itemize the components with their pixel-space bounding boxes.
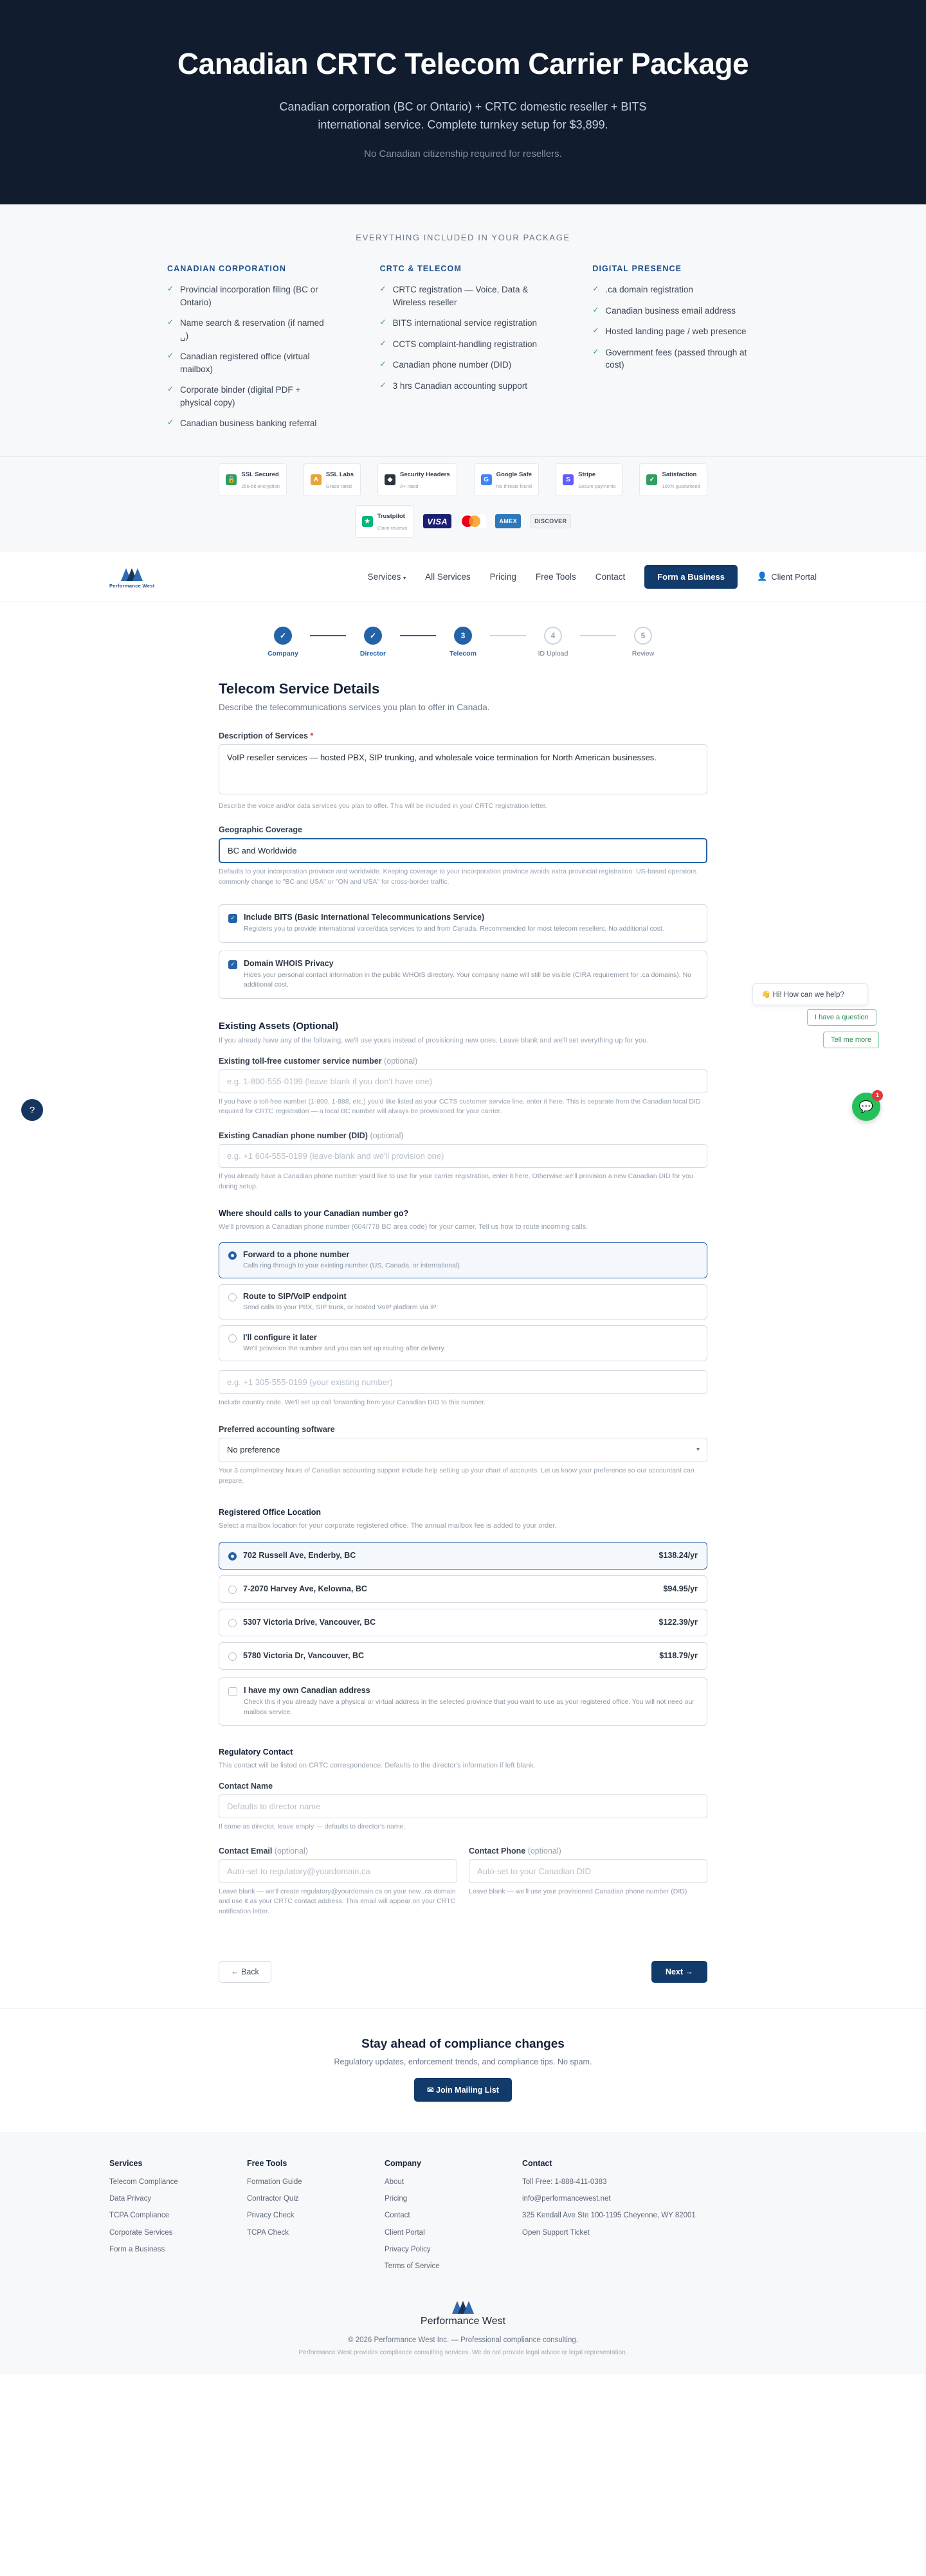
bits-checkbox-card[interactable]	[219, 904, 707, 943]
step-label: ID Upload	[538, 649, 568, 657]
check-icon: ✓	[167, 351, 174, 361]
footer-link[interactable]: Formation Guide	[247, 2178, 302, 2186]
section-title: Telecom Service Details	[219, 680, 380, 697]
field-label: Contact Phone (optional)	[469, 1846, 561, 1856]
accounting-software-select[interactable]	[219, 1438, 707, 1462]
back-button[interactable]: ← Back	[219, 1961, 271, 1983]
chevron-down-icon: ▾	[696, 1445, 700, 1453]
brand-name: Performance West	[109, 583, 155, 589]
field-label: Contact Name	[219, 1781, 273, 1791]
forward-number-input[interactable]	[219, 1370, 707, 1394]
hero-note: No Canadian citizenship required for resellers.	[364, 148, 562, 159]
page-title: Canadian CRTC Telecom Carrier Package	[177, 47, 749, 80]
list-item: ✓ Canadian business email address	[592, 305, 736, 316]
mastercard-icon	[460, 514, 486, 528]
office-address: 7-2070 Harvey Ave, Kelowna, BC	[243, 1584, 367, 1594]
radio-icon[interactable]	[228, 1334, 237, 1343]
step-marker: 5	[634, 627, 652, 645]
ssl-labs-icon: A	[311, 474, 322, 485]
checkbox-desc: Registers you to provide international voice/data services to and from Canada. Recommended for most telecom resellers. No additional cost.	[244, 924, 664, 933]
description-of-services-field	[219, 731, 707, 812]
check-icon: ✓	[167, 318, 174, 327]
form-actions	[219, 1961, 707, 1983]
step-label: Review	[631, 649, 655, 657]
field-label: Description of Services *	[219, 731, 314, 740]
office-price: $94.95/yr	[663, 1584, 698, 1594]
contact-email-phone-row	[219, 1847, 707, 1931]
check-icon: ✓	[379, 380, 386, 389]
field-hint: Leave blank — we'll use your provisioned Canadian phone number (DID).	[469, 1887, 689, 1895]
chevron-down-icon: ▾	[403, 575, 406, 581]
existing-assets-heading: Existing Assets (Optional)	[219, 1021, 339, 1032]
list-item: ✓ Corporate binder (digital PDF + physical copy)	[167, 384, 301, 407]
contact-name-input[interactable]	[219, 1794, 707, 1818]
office-address: 5307 Victoria Drive, Vancouver, BC	[243, 1618, 376, 1627]
footer-phone: Toll Free: 1-888-411-0383	[522, 2178, 607, 2186]
checkbox-desc: Hides your personal contact information in the public WHOIS directory. Your company name will still be visible (CIRA requirement for .ca domains). No additional cost.	[244, 970, 692, 989]
office-price: $138.24/yr	[658, 1551, 698, 1561]
site-footer	[0, 2133, 926, 2375]
list-item: ✓ Provincial incorporation filing (BC or Ontario)	[167, 283, 318, 307]
footer-link[interactable]: About	[385, 2178, 404, 2186]
step-marker: ✓	[274, 627, 292, 645]
footer-link[interactable]: Privacy Check	[247, 2212, 295, 2220]
unread-badge: 1	[872, 1090, 883, 1101]
footer-email[interactable]: info@performancewest.net	[522, 2195, 611, 2203]
wave-icon: 👋	[761, 991, 771, 999]
footer-support-ticket-link[interactable]: Open Support Ticket	[522, 2228, 590, 2237]
step-connector	[310, 635, 346, 636]
check-icon: ✓	[592, 283, 599, 293]
step-director[interactable]	[346, 627, 400, 657]
list-item: ✓ Canadian registered office (virtual mailbox)	[167, 351, 310, 374]
geographic-coverage-input[interactable]	[219, 838, 707, 863]
geographic-coverage-field	[219, 825, 707, 888]
field-hint: If you have a toll-free number (1-800, 1-888, etc.) you'd like listed as your CCTS customer service line, enter it here. This is separate from the Canadian local DID required for CRTC registration — a local BC number will always be provisioned for your carrier.	[219, 1097, 701, 1116]
check-icon: ✓	[167, 418, 174, 427]
wizard-section	[0, 602, 926, 2008]
radio-icon[interactable]	[228, 1552, 237, 1561]
check-icon: ✓	[646, 474, 657, 485]
user-icon: 👤	[757, 571, 768, 582]
list-item: ✓ Government fees (passed through at cost)	[592, 346, 747, 370]
mailing-title: Stay ahead of compliance changes	[361, 2037, 565, 2051]
footer-brand	[421, 2297, 505, 2327]
trust-badge: G Google Safe No threats found	[474, 463, 539, 496]
nav-item-pricing[interactable]: Pricing	[489, 571, 516, 582]
footer-heading: Free Tools	[247, 2158, 287, 2168]
field-label: Preferred accounting software	[219, 1424, 335, 1434]
description-textarea[interactable]	[219, 744, 707, 794]
checkbox-icon[interactable]: ✓	[228, 914, 237, 923]
field-label: Contact Email (optional)	[219, 1846, 308, 1856]
registered-office-subtitle: Select a mailbox location for your corporate registered office. The annual mailbox fee is added to your order.	[219, 1522, 557, 1530]
list-item: ✓ Hosted landing page / web presence	[592, 326, 747, 337]
registered-office-heading: Registered Office Location	[219, 1508, 322, 1517]
contact-phone-field	[469, 1847, 707, 1917]
copyright-text: © 2026 Performance West Inc. — Professional compliance consulting.	[348, 2336, 578, 2345]
existing-did-input[interactable]	[219, 1144, 707, 1168]
footer-link[interactable]: Contractor Quiz	[247, 2195, 299, 2203]
chat-chip-tell-more[interactable]: Tell me more	[823, 1032, 879, 1048]
regulatory-contact-heading: Regulatory Contact	[219, 1748, 293, 1757]
progress-stepper	[0, 627, 926, 657]
footer-link[interactable]: Contact	[385, 2212, 410, 2220]
required-marker: *	[310, 731, 314, 740]
contact-email-field	[219, 1847, 457, 1917]
footer-link[interactable]: Telecom Compliance	[109, 2178, 178, 2186]
chat-icon: 💬	[858, 1100, 874, 1113]
footer-bottom	[109, 2278, 817, 2356]
radio-icon[interactable]	[228, 1293, 237, 1301]
own-address-checkbox-card[interactable]	[219, 1677, 707, 1726]
check-icon: ✓	[379, 318, 386, 327]
main-navbar	[0, 552, 926, 602]
field-label: Geographic Coverage	[219, 825, 302, 835]
list-item: ✓ Name search & reservation (if named ␣)	[167, 318, 324, 341]
chat-launcher-button[interactable]	[852, 1093, 880, 1121]
includes-column-telecom	[380, 264, 547, 438]
footer-heading: Contact	[522, 2158, 552, 2168]
footer-columns	[109, 2159, 817, 2278]
trustpilot-icon: ★	[362, 516, 373, 527]
section-subtitle: Describe the telecommunications services you plan to offer in Canada.	[219, 702, 490, 712]
mailing-subtitle: Regulatory updates, enforcement trends, and compliance tips. No spam.	[334, 2057, 592, 2066]
column-heading: DIGITAL PRESENCE	[592, 264, 682, 273]
mountain-logo-icon	[452, 2297, 474, 2314]
check-icon: ✓	[592, 305, 599, 314]
mountain-logo-icon	[121, 564, 143, 581]
option-title: Forward to a phone number	[243, 1250, 350, 1260]
footer-heading: Company	[385, 2158, 421, 2168]
google-icon: G	[481, 474, 492, 485]
office-option-kelowna[interactable]	[219, 1575, 707, 1603]
form-a-business-button[interactable]: Form a Business	[644, 565, 738, 589]
nav-links	[368, 565, 817, 589]
field-label: Existing toll-free customer service number (optional)	[219, 1056, 418, 1066]
contact-phone-input[interactable]	[469, 1859, 707, 1883]
field-hint: Leave blank — we'll create regulatory@yourdomain.ca on your new .ca domain and use it as your CRTC contact address. This email will appear on your CRTC notification letter.	[219, 1887, 456, 1916]
check-icon: ✓	[167, 283, 174, 293]
footer-link[interactable]: Corporate Services	[109, 2228, 173, 2237]
step-marker: 3	[454, 627, 472, 645]
trust-badge: 🔒 SSL Secured 256-bit encryption	[219, 463, 287, 496]
trust-badges	[0, 457, 926, 552]
list-item: ✓ Canadian business banking referral	[167, 418, 317, 429]
nav-item-free-tools[interactable]: Free Tools	[535, 571, 576, 582]
list-item: ✓ BITS international service registration	[379, 318, 538, 328]
step-review[interactable]	[616, 627, 670, 657]
step-connector	[400, 635, 436, 636]
footer-link[interactable]: Client Portal	[385, 2228, 425, 2237]
step-label: Telecom	[449, 649, 477, 657]
option-desc: Send calls to your PBX, SIP trunk, or hosted VoIP platform via IP.	[243, 1303, 438, 1311]
footer-link[interactable]: Pricing	[385, 2195, 408, 2203]
includes-column-digital	[592, 264, 759, 438]
step-telecom[interactable]	[436, 627, 490, 657]
option-desc: We'll provision the number and you can set up routing after delivery.	[243, 1345, 446, 1353]
existing-assets-subtitle: If you already have any of the following, we'll use yours instead of provisioning new ones. Leave blank and we'll set everything up for you.	[219, 1037, 649, 1045]
hero-subtitle: Canadian corporation (BC or Ontario) + CRTC domestic reseller + BITS international service. Complete turnkey setup for $3,899.	[279, 100, 647, 132]
join-mailing-list-button[interactable]: ✉ Join Mailing List	[414, 2078, 512, 2102]
field-hint: Defaults to your incorporation province and worldwide. Keeping coverage to your incorporation province avoids extra provincial registration. US-based operators commonly change to "BC and USA" or "ON and USA" for cross-border traffic.	[219, 868, 696, 886]
client-portal-link[interactable]: 👤 Client Portal	[757, 571, 817, 582]
legal-disclaimer: Performance West provides compliance consulting services. We do not provide legal advice or legal representation.	[298, 2349, 628, 2357]
existing-did-field	[219, 1131, 707, 1192]
list-item: ✓ CRTC registration — Voice, Data & Wireless reseller	[379, 283, 529, 307]
footer-link[interactable]: Form a Business	[109, 2245, 165, 2253]
radio-icon[interactable]	[228, 1652, 237, 1661]
chat-greeting-bubble: 👋 Hi! How can we help?	[752, 983, 868, 1005]
checkbox-icon[interactable]	[228, 1687, 237, 1696]
footer-link[interactable]: Privacy Policy	[385, 2245, 431, 2253]
telecom-form	[219, 681, 707, 2008]
footer-heading: Services	[109, 2158, 143, 2168]
contact-email-input[interactable]	[219, 1859, 457, 1883]
field-hint: Your 3 complimentary hours of Canadian accounting support include help setting up your chart of accounts. Let us know your preference so our accountant can prepare.	[219, 1466, 694, 1485]
step-company[interactable]	[256, 627, 310, 657]
field-hint: If same as director, leave empty — defaults to director's name.	[219, 1822, 406, 1830]
tollfree-input[interactable]	[219, 1069, 707, 1093]
nav-item-all-services[interactable]: All Services	[425, 571, 471, 582]
trust-badge: A SSL Labs Grade rated	[304, 463, 361, 496]
routing-option-forward[interactable]	[219, 1242, 707, 1278]
radio-icon[interactable]	[228, 1251, 237, 1260]
footer-address: 325 Kendall Ave Ste 100-1195 Cheyenne, WY 82001	[522, 2212, 696, 2220]
question-mark-icon: ?	[29, 1104, 35, 1116]
brand-logo[interactable]	[109, 564, 155, 589]
office-price: $118.79/yr	[659, 1651, 698, 1661]
field-hint: Include country code. We'll set up call forwarding from your Canadian DID to this number.	[219, 1399, 486, 1407]
trust-badge: S Stripe Secure payments	[556, 463, 622, 496]
step-connector	[580, 635, 616, 636]
help-button[interactable]	[21, 1099, 43, 1121]
column-heading: CANADIAN CORPORATION	[167, 264, 286, 273]
footer-link[interactable]: TCPA Check	[247, 2228, 289, 2237]
field-hint: If you already have a Canadian phone number you'd like to use for your carrier registration, enter it here. Otherwise we'll provision a new Canadian DID for you during setup.	[219, 1172, 693, 1190]
accounting-software-field	[219, 1425, 707, 1487]
amex-icon: AMEX	[495, 514, 521, 528]
radio-icon[interactable]	[228, 1586, 237, 1594]
checkbox-title: Domain WHOIS Privacy	[244, 958, 334, 968]
office-address: 702 Russell Ave, Enderby, BC	[243, 1551, 356, 1561]
tollfree-field	[219, 1057, 707, 1118]
step-id-upload[interactable]	[526, 627, 580, 657]
office-option-enderby[interactable]	[219, 1542, 707, 1570]
includes-eyebrow: EVERYTHING INCLUDED IN YOUR PACKAGE	[356, 232, 570, 242]
check-icon: ✓	[167, 384, 174, 394]
check-icon: ✓	[379, 338, 386, 348]
step-label: Company	[268, 649, 298, 657]
stripe-icon: S	[563, 474, 574, 485]
routing-subtitle: We'll provision a Canadian phone number (604/778 BC area code) for your carrier. Tell us how to route incoming calls.	[219, 1222, 588, 1231]
trust-badge: ✓ Satisfaction 100% guaranteed	[639, 463, 707, 496]
routing-option-sip[interactable]	[219, 1284, 707, 1320]
checkbox-desc: Check this if you already have a physical or virtual address in the selected province that you want to use as your registered office. You will not need our mailbox service.	[244, 1697, 694, 1716]
check-icon: ✓	[379, 359, 386, 369]
footer-column-free-tools	[247, 2159, 343, 2278]
visa-icon: VISA	[423, 514, 451, 528]
lock-icon: 🔒	[226, 474, 237, 485]
option-title: I'll configure it later	[243, 1333, 317, 1343]
whois-privacy-checkbox-card[interactable]	[219, 951, 707, 999]
footer-link[interactable]: Terms of Service	[385, 2262, 440, 2271]
badge-row-2	[355, 505, 572, 538]
list-item: ✓ 3 hrs Canadian accounting support	[379, 380, 528, 391]
forward-number-field	[219, 1370, 707, 1408]
includes-columns	[0, 264, 926, 438]
chat-chip-question[interactable]: I have a question	[807, 1009, 876, 1026]
discover-icon: DISCOVER	[530, 514, 571, 528]
routing-option-later[interactable]	[219, 1325, 707, 1361]
column-heading: CRTC & TELECOM	[379, 264, 462, 273]
list-item: ✓ .ca domain registration	[592, 283, 693, 294]
check-icon: ✓	[379, 283, 386, 293]
package-includes-section	[0, 204, 926, 457]
hero-banner	[0, 0, 926, 204]
list-item: ✓ Canadian phone number (DID)	[379, 359, 512, 370]
contact-name-field	[219, 1782, 707, 1832]
option-desc: Calls ring through to your existing number (US, Canada, or international).	[243, 1262, 462, 1270]
checkbox-title: Include BITS (Basic International Telecommunications Service)	[244, 912, 485, 922]
office-price: $122.39/yr	[658, 1618, 698, 1627]
nav-item-contact[interactable]: Contact	[595, 571, 626, 582]
regulatory-contact-subtitle: This contact will be listed on CRTC correspondence. Defaults to the director's information if left blank.	[219, 1762, 536, 1770]
nav-item-services[interactable]: Services ▾	[367, 571, 406, 582]
footer-brand-name: Performance West	[420, 2316, 506, 2327]
option-title: Route to SIP/VoIP endpoint	[243, 1291, 347, 1301]
list-item: ✓ CCTS complaint-handling registration	[379, 338, 538, 349]
checkbox-title: I have my own Canadian address	[244, 1685, 370, 1695]
trust-badge: ◆ Security Headers A+ rated	[377, 463, 457, 496]
footer-column-contact	[522, 2159, 696, 2278]
office-option-victoria-dr[interactable]	[219, 1642, 707, 1670]
step-marker: ✓	[364, 627, 382, 645]
footer-link[interactable]: Data Privacy	[109, 2195, 152, 2203]
step-marker: 4	[544, 627, 562, 645]
office-address: 5780 Victoria Dr, Vancouver, BC	[243, 1651, 365, 1661]
shield-icon: ◆	[385, 474, 395, 485]
trust-badge-trustpilot: ★ Trustpilot Claim reviews	[355, 505, 415, 538]
checkbox-icon[interactable]: ✓	[228, 960, 237, 969]
footer-link[interactable]: TCPA Compliance	[109, 2212, 170, 2220]
next-button[interactable]: Next →	[651, 1961, 707, 1983]
field-hint: Describe the voice and/or data services you plan to offer. This will be included in your CRTC registration letter.	[219, 801, 547, 810]
footer-column-company	[385, 2159, 481, 2278]
check-icon: ✓	[592, 326, 599, 335]
field-label: Existing Canadian phone number (DID) (optional)	[219, 1131, 404, 1141]
mailing-list-section	[0, 2008, 926, 2133]
office-option-victoria-drive[interactable]	[219, 1609, 707, 1636]
routing-heading: Where should calls to your Canadian number go?	[219, 1208, 409, 1218]
step-connector	[490, 635, 526, 636]
footer-column-services	[109, 2159, 206, 2278]
check-icon: ✓	[592, 346, 599, 356]
badge-row-1	[219, 463, 707, 496]
includes-column-corporation	[167, 264, 334, 438]
step-label: Director	[359, 649, 386, 657]
radio-icon[interactable]	[228, 1619, 237, 1627]
